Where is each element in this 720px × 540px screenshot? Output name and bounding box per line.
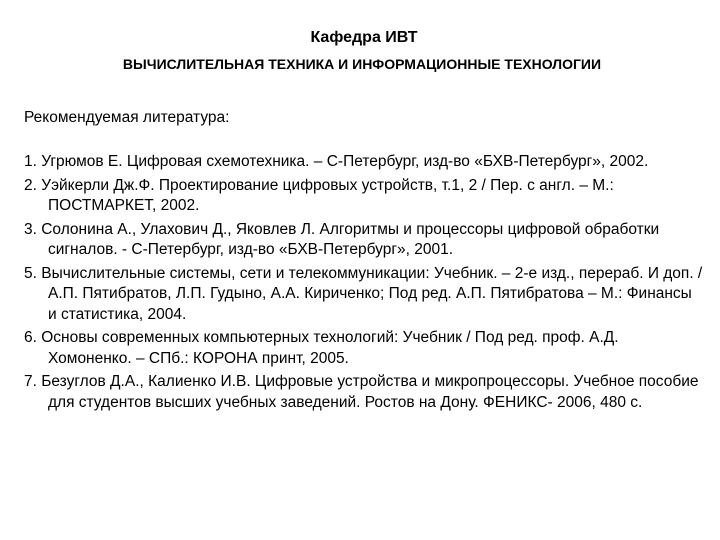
literature-item: 1. Угрюмов Е. Цифровая схемотехника. – С-Петербург, изд-во «БХВ-Петербург», 2002. — [24, 153, 649, 170]
literature-item: 7. Безуглов Д.А., Калиенко И.В. Цифровые устройства и микропроцессоры. Учебное пособие для студентов высших учебных заведений. Ростов на Дону. ФЕНИКС- 2006, 480 с. — [24, 373, 699, 411]
department-title: Кафедра ИВТ — [310, 29, 418, 46]
literature-item: 6. Основы современных компьютерных технологий: Учебник / Под ред. проф. А.Д. Хомоненко. – СПб.: КОРОНА принт, 2005. — [24, 329, 619, 367]
department-subtitle: ВЫЧИСЛИТЕЛЬНАЯ ТЕХНИКА И ИНФОРМАЦИОННЫЕ ТЕХНОЛОГИИ — [122, 56, 602, 72]
literature-item: 2. Уэйкерли Дж.Ф. Проектирование цифровых устройств, т.1, 2 / Пер. с англ. – М.: ПОСТМАРКЕТ, 2002. — [24, 176, 614, 214]
literature-list — [24, 152, 704, 416]
literature-heading: Рекомендуемая литература: — [24, 109, 230, 126]
literature-item: 5. Вычислительные системы, сети и телекоммуникации: Учебник. – 2-е изд., перераб. И доп. / А.П. Пятибратов, Л.П. Гудыно, А.А. Кириченко; Под ред. А.П. Пятибратова – М.: Финансы и статистика, 2004. — [24, 264, 703, 323]
literature-item: 3. Солонина А., Улахович Д., Яковлев Л. Алгоритмы и процессоры цифровой обработки сигналов. - С-Петербург, изд-во «БХВ-Петербург», 2001. — [24, 220, 660, 258]
